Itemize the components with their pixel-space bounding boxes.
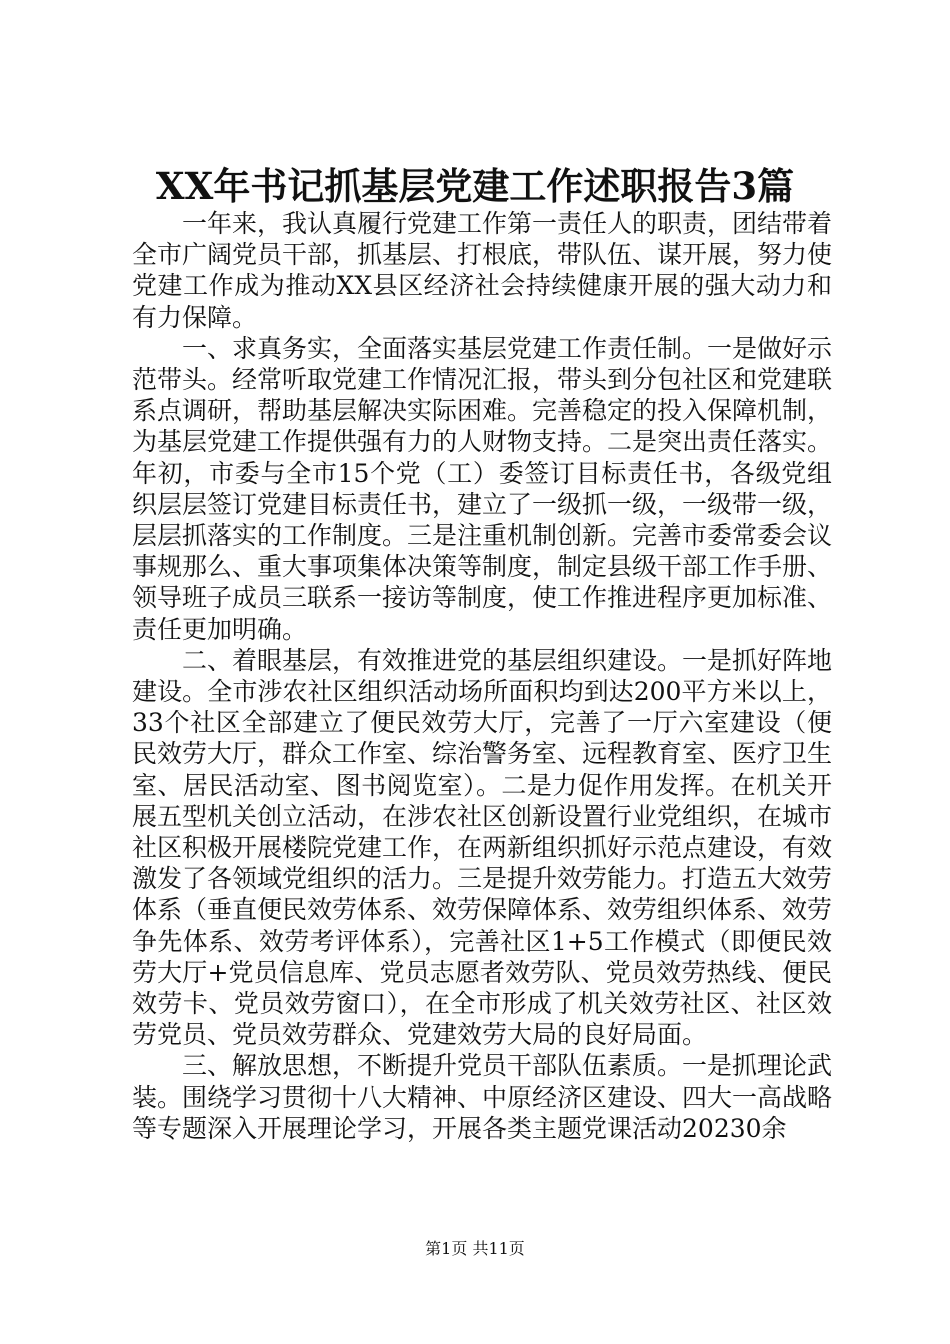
page-number: 第1页 共11页: [425, 1239, 525, 1258]
paragraph-section-2: 二、着眼基层，有效推进党的基层组织建设。一是抓好阵地建设。全市涉农社区组织活动场所面积均到达200平方米以上，33个社区全部建立了便民效劳大厅，完善了一厅六室建设（便民效劳大厅，群众工作室、综治警务室、远程教育室、医疗卫生室、居民活动室、图书阅览室）。二是力促作用发挥。在机关开展五型机关创立活动，在涉农社区创新设置行业党组织，在城市社区积极开展楼院党建工作，在两新组织抓好示范点建设，有效激发了各领域党组织的活力。三是提升效劳能力。打造五大效劳体系（垂直便民效劳体系、效劳保障体系、效劳组织体系、效劳争先体系、效劳考评体系），完善社区1+5工作模式（即便民效劳大厅+党员信息库、党员志愿者效劳队、党员效劳热线、便民效劳卡、党员效劳窗口），在全市形成了机关效劳社区、社区效劳党员、党员效劳群众、党建效劳大局的良好局面。: [132, 645, 833, 1050]
paragraph-section-1: 一、求真务实，全面落实基层党建工作责任制。一是做好示范带头。经常听取党建工作情况汇报，带头到分包社区和党建联系点调研，帮助基层解决实际困难。完善稳定的投入保障机制，为基层党建工作提供强有力的人财物支持。二是突出责任落实。年初，市委与全市15个党（工）委签订目标责任书，各级党组织层层签订党建目标责任书，建立了一级抓一级，一级带一级，层层抓落实的工作制度。三是注重机制创新。完善市委常委会议事规那么、重大事项集体决策等制度，制定县级干部工作手册、领导班子成员三联系一接访等制度，使工作推进程序更加标准、责任更加明确。: [132, 333, 833, 644]
paragraph-intro: 一年来，我认真履行党建工作第一责任人的职责，团结带着全市广阔党员干部，抓基层、打根底，带队伍、谋开展，努力使党建工作成为推动XX县区经济社会持续健康开展的强大动力和有力保障。: [132, 209, 833, 332]
paragraph-section-3: 三、解放思想，不断提升党员干部队伍素质。一是抓理论武装。围绕学习贯彻十八大精神、中原经济区建设、四大一高战略等专题深入开展理论学习，开展各类主题党课活动20230余: [132, 1051, 833, 1143]
document-body: [132, 208, 832, 1144]
document-title: XX年书记抓基层党建工作述职报告3篇: [155, 164, 795, 208]
page-footer: [0, 1238, 950, 1260]
